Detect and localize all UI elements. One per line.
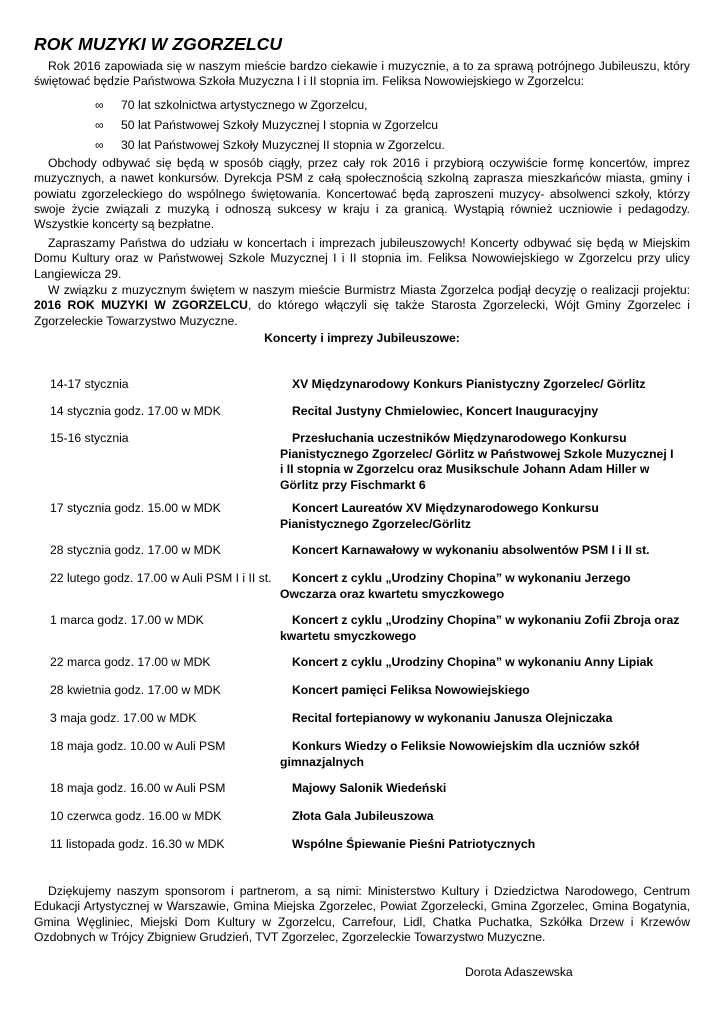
event-name: Koncert pamięci Feliksa Nowowiejskiego (292, 683, 530, 697)
invitation-paragraph: Zapraszamy Państwa do udziału w koncertach i imprezach jubileuszowych! Koncerty odbywać się będą w Miejskim Domu Kultury oraz w Państwowej Szkole Muzycznej I i II stopnia im. Feliksa Nowowiejskiego w Zgorzelcu przy ulicy Langiewicza 29. (34, 236, 690, 281)
event-date: 10 czerwca godz. 16.00 w MDK (50, 809, 222, 823)
event-date: 18 maja godz. 10.00 w Auli PSM (50, 739, 226, 753)
project-paragraph (34, 283, 690, 329)
event-date: 11 listopada godz. 16.30 w MDK (50, 837, 225, 851)
project-name: 2016 ROK MUZYKI W ZGORZELCU (34, 298, 248, 313)
celebration-paragraph: Obchody odbywać się będą w sposób ciągły, przez cały rok 2016 i przybiorą oczywiście formę koncertów, imprez muzycznych, a nawet konkursów. Dyrekcja PSM z całą społecznością szkolną zaprasza mieszkańców miasta, gminy i powiatu zgorzeleckiego do wspólnego świętowania. Koncertować będą zaproszeni muzycy- absolwenci szkoły, którzy swoje życie związali z muzyką i odnoszą sukcesy w kraju i za granicą. Wystąpią również uczniowie i pedagodzy. Wszystkie koncerty są bezpłatne. (34, 156, 690, 232)
event-name: Recital fortepianowy w wykonaniu Janusza Olejniczaka (292, 711, 613, 725)
signature: Dorota Adaszewska (465, 965, 573, 979)
event-name: Konkurs Wiedzy o Feliksie Nowowiejskim dla uczniów szkół gimnazjalnych (280, 739, 640, 769)
event-date: 22 marca godz. 17.00 w MDK (50, 655, 211, 669)
event-date: 17 stycznia godz. 15.00 w MDK (50, 501, 221, 515)
event-name: Złota Gala Jubileuszowa (292, 809, 434, 823)
list-item-text: 50 lat Państwowej Szkoły Muzycznej I stopnia w Zgorzelcu (121, 118, 439, 132)
project-text-after: , do którego włączyli się także Starosta Zgorzelecki, Wójt Gminy Zgorzelec i Zgorzeleckie Towarzystwo Muzyczne. (34, 298, 690, 328)
event-name: Koncert Laureatów XV Międzynarodowego Konkursu Pianistycznego Zgorzelec/Görlitz (280, 501, 599, 531)
event-name: Koncert Karnawałowy w wykonaniu absolwentów PSM I i II st. (292, 543, 650, 557)
project-text-before: W związku z muzycznym świętem w naszym mieście Burmistrz Miasta Zgorzelca podjął decyzję o realizacji projektu: (48, 283, 690, 297)
event-name: Koncert z cyklu „Urodziny Chopina” w wykonaniu Anny Lipiak (292, 655, 654, 669)
event-name: Koncert z cyklu „Urodziny Chopina” w wykonaniu Jerzego Owczarza oraz kwartetu smyczkowego (280, 571, 631, 601)
event-date: 14-17 stycznia (50, 377, 129, 391)
event-name: Przesłuchania uczestników Międzynarodowego Konkursu Pianistycznego Zgorzelec/ Görlitz w Państwowej Szkole Muzycznej I i II stopnia w Zgorzelcu oraz Musikschule Johann Adam Hiller w Görlitz przy Fischmarkt 6 (280, 431, 674, 492)
event-name: Wspólne Śpiewanie Pieśni Patriotycznych (292, 837, 536, 851)
event-date: 14 stycznia godz. 17.00 w MDK (50, 404, 221, 418)
events-heading: Koncerty i imprezy Jubileuszowe: (264, 331, 460, 345)
event-name: XV Międzynarodowy Konkurs Pianistyczny Zgorzelec/ Görlitz (292, 377, 646, 391)
event-date: 28 kwietnia godz. 17.00 w MDK (50, 683, 221, 697)
jubilee-list (95, 95, 445, 155)
event-date: 3 maja godz. 17.00 w MDK (50, 711, 197, 725)
list-item-text: 70 lat szkolnictwa artystycznego w Zgorzelcu, (121, 98, 368, 112)
event-date: 22 lutego godz. 17.00 w Auli PSM I i II st. (50, 571, 272, 585)
event-date: 28 stycznia godz. 17.00 w MDK (50, 543, 221, 557)
list-item (95, 115, 445, 135)
list-item-text: 30 lat Państwowej Szkoły Muzycznej II stopnia w Zgorzelcu. (121, 138, 445, 152)
event-name: Koncert z cyklu „Urodziny Chopina” w wykonaniu Zofii Zbroja oraz kwartetu smyczkowego (280, 613, 680, 643)
page-title: ROK MUZYKI W ZGORZELCU (34, 34, 283, 54)
event-name: Majowy Salonik Wiedeński (292, 781, 447, 795)
event-date: 18 maja godz. 16.00 w Auli PSM (50, 781, 226, 795)
thanks-paragraph: Dziękujemy naszym sponsorom i partnerom, a są nimi: Ministerstwo Kultury i Dziedzictwa Narodowego, Centrum Edukacji Artystycznej w Warszawie, Gmina Miejska Zgorzelec, Powiat Zgorzelecki, Gmina Zgorzelec, Gmina Bogatynia, Gmina Węgliniec, Miejski Dom Kultury w Zgorzelcu, Carrefour, Lidl, Chatka Puchatka, Szkółka Drzew i Krzewów Ozdobnych w Trójcy Zbigniew Grudzień, TVT Zgorzelec, Zgorzeleckie Towarzystwo Muzyczne. (34, 884, 690, 944)
infinity-icon: ∞ (95, 138, 104, 152)
infinity-icon: ∞ (95, 98, 104, 112)
event-date: 15-16 stycznia (50, 431, 129, 445)
event-date: 1 marca godz. 17.00 w MDK (50, 613, 204, 627)
infinity-icon: ∞ (95, 118, 104, 132)
list-item (95, 135, 445, 155)
event-name: Recital Justyny Chmielowiec, Koncert Inauguracyjny (292, 404, 599, 418)
list-item (95, 95, 445, 115)
intro-paragraph: Rok 2016 zapowiada się w naszym mieście bardzo ciekawie i muzycznie, a to za sprawą potrójnego Jubileuszu, który świętować będzie Państwowa Szkoła Muzyczna I i II stopnia im. Feliksa Nowowiejskiego w Zgorzelcu: (34, 59, 690, 89)
